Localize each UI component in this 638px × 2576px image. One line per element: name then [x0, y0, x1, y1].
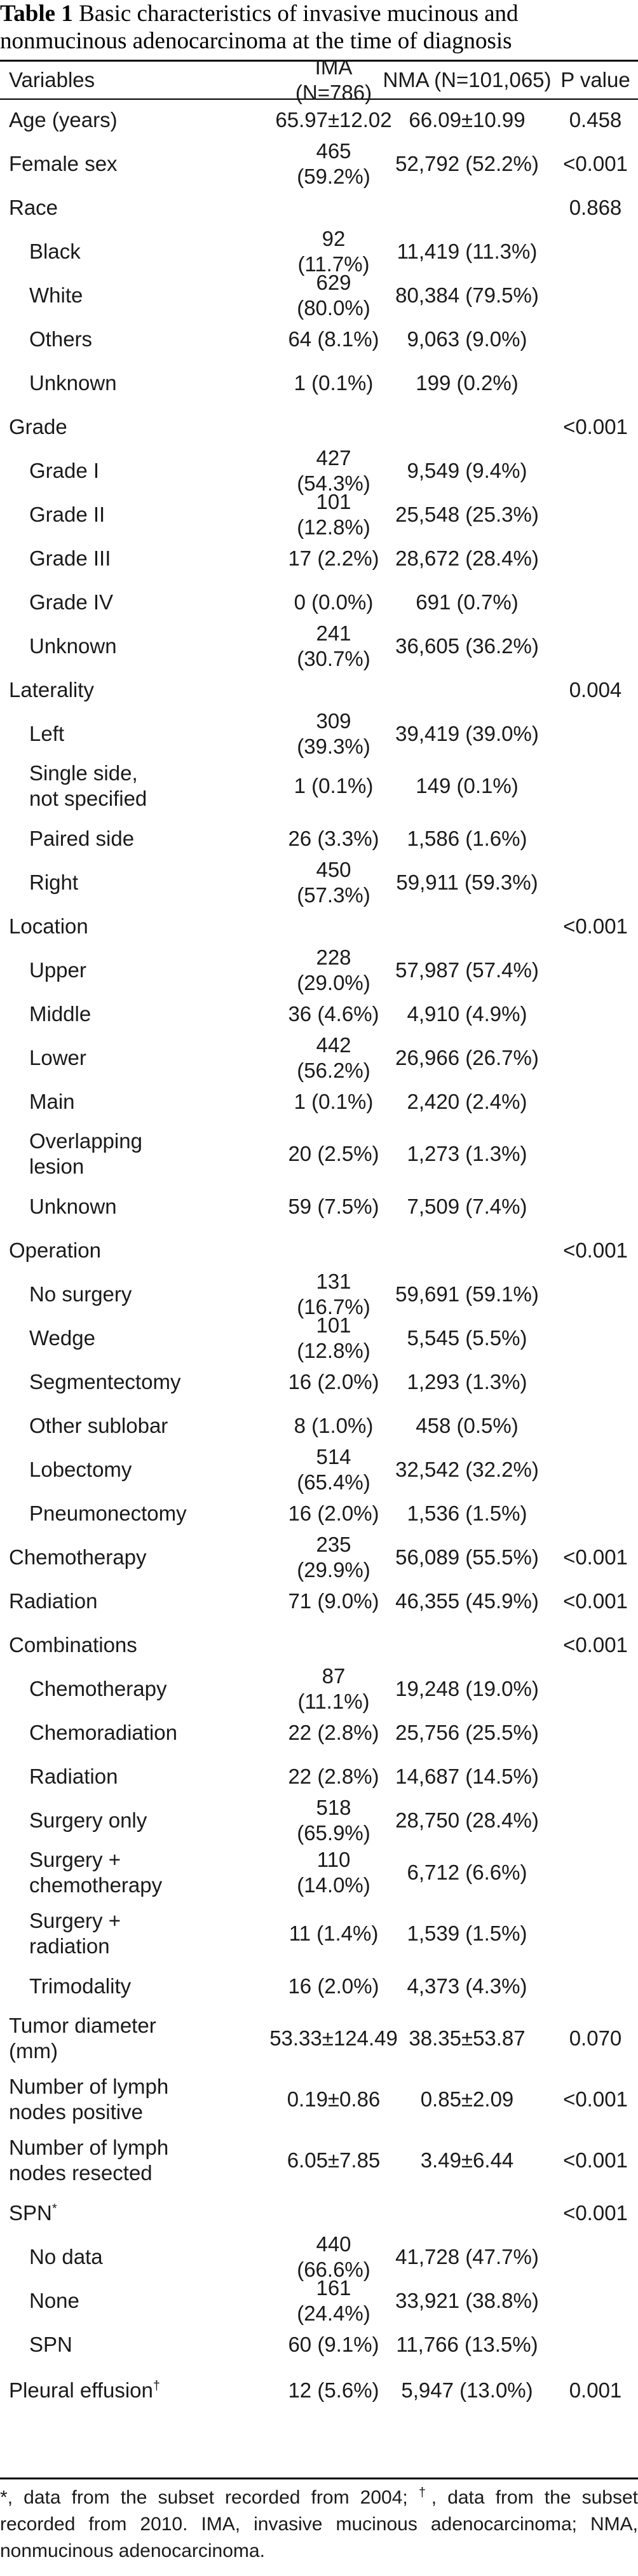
nma-value-cell: 41,728 (47.7%): [395, 2244, 539, 2268]
nma-value-cell: 11,419 (11.3%): [397, 239, 538, 263]
p-value-cell: [553, 1964, 638, 2008]
p-value-cell: [553, 536, 638, 580]
nma-value-cell: 4,910 (4.9%): [407, 1001, 527, 1026]
ima-value-cell: 22 (2.8%): [288, 1720, 379, 1744]
nma-value-cell: [381, 1623, 553, 1667]
ima-value-cell: 36 (4.6%): [288, 1001, 379, 1026]
table-row: [0, 139, 638, 188]
table-row: [0, 98, 638, 142]
nma-value-cell: 39,419 (39.0%): [395, 721, 539, 745]
ima-value-cell: 16 (2.0%): [288, 1501, 379, 1525]
nma-value-cell: 2,420 (2.4%): [407, 1089, 527, 1113]
p-value-cell: [553, 1491, 638, 1535]
nma-value-cell: [381, 405, 553, 449]
variable-cell: Grade IV: [29, 590, 114, 614]
variable-cell: Single side, not specified: [29, 761, 147, 810]
nma-value-cell: 1,293 (1.3%): [407, 1369, 527, 1393]
variable-cell: Wedge: [29, 1325, 95, 1350]
table-row: [0, 2322, 638, 2366]
nma-value-cell: [381, 668, 553, 712]
nma-value-cell: 25,548 (25.3%): [395, 502, 539, 526]
table-row: [0, 489, 638, 539]
p-value-cell: [553, 817, 638, 860]
variable-cell: Left: [29, 721, 65, 745]
variable-cell: Combinations: [9, 1632, 137, 1657]
p-value-cell: <0.001: [563, 1238, 628, 1262]
p-value-cell: <0.001: [563, 1632, 628, 1657]
variable-cell: White: [29, 283, 83, 307]
nma-value-cell: 1,273 (1.3%): [407, 1142, 527, 1165]
nma-value-cell: 80,384 (79.5%): [395, 283, 539, 307]
ima-value-cell: 514 (65.4%): [297, 1444, 370, 1494]
p-value-cell: 0.868: [569, 195, 622, 219]
p-value-cell: <0.001: [563, 2148, 628, 2172]
ima-value-cell: 59 (7.5%): [288, 1194, 379, 1218]
table-header-row: [0, 55, 638, 104]
variable-cell: Grade III: [29, 546, 111, 570]
variable-cell: No surgery: [29, 1282, 132, 1306]
table-row: [0, 1903, 638, 1964]
p-value-cell: <0.001: [563, 1545, 628, 1569]
ima-value-cell: 64 (8.1%): [288, 327, 379, 351]
ima-value-cell: 1 (0.1%): [294, 1089, 374, 1113]
p-value-cell: [553, 2279, 638, 2322]
p-value-cell: <0.001: [563, 1589, 628, 1613]
table-row: [0, 1532, 638, 1582]
nma-value-cell: 149 (0.1%): [416, 774, 519, 797]
ima-value-cell: 65.97±12.02: [275, 108, 392, 132]
variable-cell: Right: [29, 870, 79, 894]
ima-value-cell: [286, 2191, 381, 2235]
nma-value-cell: [381, 186, 553, 229]
ima-value-cell: 465 (59.2%): [297, 139, 370, 188]
nma-value-cell: 9,549 (9.4%): [407, 458, 527, 482]
table-row: [0, 186, 638, 229]
table-row: [0, 1623, 638, 1667]
p-value-cell: [553, 1754, 638, 1798]
p-value-cell: [553, 1080, 638, 1123]
nma-value-cell: 59,911 (59.3%): [396, 870, 538, 894]
variable-cell: Location: [9, 914, 88, 938]
p-value-cell: [553, 229, 638, 273]
ima-value-cell: 1 (0.1%): [294, 370, 374, 395]
ima-value-cell: 0.19±0.86: [287, 2087, 381, 2111]
variable-cell: Overlapping lesion: [29, 1129, 142, 1178]
variable-cell: Others: [29, 327, 93, 351]
p-value-cell: [553, 712, 638, 756]
ima-value-cell: 8 (1.0%): [294, 1413, 374, 1437]
table-row: [0, 2069, 638, 2130]
ima-value-cell: 131 (16.7%): [297, 1269, 370, 1319]
p-value-cell: [553, 580, 638, 624]
variable-cell: Lower: [29, 1045, 86, 1069]
ima-value-cell: 20 (2.5%): [288, 1142, 379, 1165]
nma-value-cell: 32,542 (32.2%): [395, 1457, 539, 1481]
p-value-cell: <0.001: [563, 151, 628, 175]
variable-cell: Number of lymph nodes resected: [9, 2136, 169, 2185]
ima-value-cell: [286, 668, 381, 712]
table-row: [0, 1842, 638, 1903]
variable-cell: Segmentectomy: [29, 1369, 181, 1393]
header-variables: Variables: [9, 68, 95, 92]
variable-cell: Unknown: [29, 1194, 117, 1218]
table-label: Table 1: [0, 1, 73, 27]
p-value-cell: <0.001: [563, 2200, 628, 2225]
variable-cell: Main: [29, 1089, 75, 1113]
table-row: [0, 1313, 638, 1362]
p-value-cell: [553, 1447, 638, 1491]
p-value-cell: [553, 1903, 638, 1964]
table-row: [0, 445, 638, 495]
ima-value-cell: 101 (12.8%): [297, 1313, 370, 1362]
table-row: [0, 1123, 638, 1184]
ima-value-cell: [286, 186, 381, 229]
table-caption: [0, 0, 638, 55]
ima-value-cell: 235 (29.9%): [297, 1532, 370, 1582]
p-value-cell: [553, 756, 638, 817]
ima-value-cell: 60 (9.1%): [288, 2332, 379, 2356]
p-value-cell: [553, 948, 638, 992]
ima-value-cell: 101 (12.8%): [297, 489, 370, 539]
p-value-cell: [553, 1798, 638, 1842]
variable-cell: Surgery + radiation: [29, 1909, 121, 1958]
p-value-cell: [553, 492, 638, 536]
nma-value-cell: 33,921 (38.8%): [395, 2288, 539, 2312]
table-row: [0, 857, 638, 907]
nma-value-cell: 66.09±10.99: [409, 108, 526, 132]
table-row: [0, 1080, 638, 1123]
p-value-cell: [553, 1123, 638, 1184]
ima-value-cell: 0 (0.0%): [294, 590, 374, 614]
ima-value-cell: 161 (24.4%): [297, 2275, 370, 2325]
variable-cell: Chemoradiation: [29, 1720, 177, 1744]
nma-value-cell: [381, 904, 553, 948]
nma-value-cell: 6,712 (6.6%): [407, 1861, 527, 1884]
table-row: [0, 1795, 638, 1845]
ima-value-cell: [286, 1228, 381, 1272]
table-row: [0, 2130, 638, 2191]
nma-value-cell: [381, 1228, 553, 1272]
nma-value-cell: 0.85±2.09: [420, 2087, 514, 2111]
table-row: [0, 1033, 638, 1082]
table-row: [0, 708, 638, 758]
ima-value-cell: 26 (3.3%): [288, 826, 379, 850]
ima-value-cell: [286, 904, 381, 948]
ima-value-cell: 440 (66.6%): [297, 2232, 370, 2281]
table-row: [0, 1711, 638, 1754]
variable-cell: Radiation: [9, 1589, 98, 1613]
variable-cell: Age (years): [9, 108, 118, 132]
variable-cell: SPN*: [9, 2200, 57, 2225]
ima-value-cell: 11 (1.4%): [288, 1922, 379, 1945]
table-row: [0, 1444, 638, 1494]
ima-value-cell: 22 (2.8%): [288, 1764, 379, 1788]
nma-value-cell: 5,947 (13.0%): [401, 2378, 533, 2402]
variable-cell: Tumor diameter (mm): [9, 2014, 156, 2063]
variable-cell: Surgery + chemotherapy: [29, 1848, 163, 1897]
ima-value-cell: 450 (57.3%): [297, 857, 370, 907]
p-value-cell: [553, 2235, 638, 2279]
p-value-cell: [553, 860, 638, 904]
variable-cell: Upper: [29, 958, 86, 982]
nma-value-cell: 59,691 (59.1%): [395, 1282, 539, 1306]
ima-value-cell: 241 (30.7%): [297, 621, 370, 670]
characteristics-table: [0, 55, 638, 2479]
p-value-cell: [553, 317, 638, 361]
table-row: [0, 1184, 638, 1228]
nma-value-cell: 25,756 (25.5%): [395, 1720, 539, 1744]
ima-value-cell: 17 (2.2%): [288, 546, 379, 570]
table-row: [0, 1664, 638, 1713]
ima-value-cell: 228 (29.0%): [297, 945, 370, 994]
nma-value-cell: 7,509 (7.4%): [407, 1194, 527, 1218]
table-row: [0, 2191, 638, 2235]
nma-value-cell: 14,687 (14.5%): [395, 1764, 539, 1788]
ima-value-cell: 12 (5.6%): [288, 2378, 379, 2402]
nma-value-cell: 458 (0.5%): [416, 1413, 519, 1437]
ima-value-cell: 518 (65.9%): [297, 1795, 370, 1845]
table-row: [0, 1360, 638, 1404]
header-ima: IMA (N=786): [295, 55, 372, 104]
p-value-cell: 0.004: [569, 677, 622, 702]
p-value-cell: [553, 361, 638, 405]
p-value-cell: [553, 1272, 638, 1316]
table-row: [0, 270, 638, 320]
table-row: [0, 1579, 638, 1623]
table-row: [0, 1404, 638, 1447]
nma-value-cell: 36,605 (36.2%): [395, 634, 539, 658]
variable-cell: No data: [29, 2244, 103, 2268]
table-row: [0, 2232, 638, 2281]
ima-value-cell: 6.05±7.85: [287, 2148, 381, 2172]
ima-value-cell: 53.33±124.49: [269, 2026, 398, 2050]
p-value-cell: 0.458: [569, 108, 622, 132]
variable-cell: Middle: [29, 1001, 92, 1026]
table-row: [0, 668, 638, 712]
p-value-cell: 0.070: [569, 2026, 622, 2050]
p-value-cell: [553, 449, 638, 492]
p-value-cell: [553, 1842, 638, 1903]
table-row: [0, 621, 638, 670]
variable-cell: Pleural effusion†: [9, 2378, 160, 2402]
p-value-cell: [553, 1316, 638, 1360]
variable-cell: Chemotherapy: [29, 1676, 167, 1700]
table-row: [0, 945, 638, 994]
variable-cell: Paired side: [29, 826, 135, 850]
header-nma: NMA (N=101,065): [383, 68, 552, 92]
header-p-value: P value: [560, 68, 630, 92]
table-row: [0, 1228, 638, 1272]
nma-value-cell: 52,792 (52.2%): [395, 151, 539, 175]
nma-value-cell: 28,750 (28.4%): [395, 1808, 539, 1832]
nma-value-cell: 19,248 (19.0%): [395, 1676, 539, 1700]
table-row: [0, 580, 638, 624]
p-value-cell: <0.001: [563, 2087, 628, 2111]
ima-value-cell: 1 (0.1%): [294, 774, 374, 797]
ima-value-cell: 629 (80.0%): [297, 270, 370, 320]
p-value-cell: [553, 1667, 638, 1711]
nma-value-cell: 199 (0.2%): [416, 370, 519, 395]
p-value-cell: [553, 273, 638, 317]
p-value-cell: [553, 1184, 638, 1228]
table-row: [0, 2366, 638, 2414]
variable-cell: Number of lymph nodes positive: [9, 2075, 169, 2124]
variable-cell: Pneumonectomy: [29, 1501, 187, 1525]
table-row: [0, 405, 638, 449]
ima-value-cell: 427 (54.3%): [297, 445, 370, 495]
nma-value-cell: 38.35±53.87: [409, 2026, 526, 2050]
ima-value-cell: 71 (9.0%): [288, 1589, 379, 1613]
table-row: [0, 817, 638, 860]
p-value-cell: [553, 1404, 638, 1447]
variable-cell: Chemotherapy: [9, 1545, 147, 1569]
variable-cell: Unknown: [29, 634, 117, 658]
nma-value-cell: 26,966 (26.7%): [395, 1045, 539, 1069]
table-row: [0, 2275, 638, 2325]
nma-value-cell: 1,536 (1.5%): [407, 1501, 527, 1525]
nma-value-cell: 691 (0.7%): [416, 590, 519, 614]
ima-value-cell: 92 (11.7%): [297, 226, 370, 276]
variable-cell: Laterality: [9, 677, 94, 702]
table-row: [0, 992, 638, 1036]
p-value-cell: [553, 2322, 638, 2366]
nma-value-cell: 3.49±6.44: [420, 2148, 514, 2172]
table-row: [0, 1964, 638, 2008]
nma-value-cell: 1,586 (1.6%): [407, 826, 527, 850]
variable-cell: Black: [29, 239, 81, 263]
p-value-cell: <0.001: [563, 414, 628, 438]
p-value-cell: [553, 1711, 638, 1754]
nma-value-cell: 28,672 (28.4%): [395, 546, 539, 570]
variable-cell: None: [29, 2288, 79, 2312]
nma-value-cell: 57,987 (57.4%): [395, 958, 539, 982]
nma-value-cell: 11,766 (13.5%): [396, 2332, 538, 2356]
table-row: [0, 361, 638, 405]
nma-value-cell: 5,545 (5.5%): [407, 1325, 527, 1350]
variable-cell: Race: [9, 195, 58, 219]
nma-value-cell: 56,089 (55.5%): [395, 1545, 539, 1569]
ima-value-cell: 309 (39.3%): [297, 708, 370, 758]
nma-value-cell: 9,063 (9.0%): [407, 327, 527, 351]
p-value-cell: [553, 1036, 638, 1080]
table-row: [0, 1269, 638, 1319]
table-row: [0, 317, 638, 361]
variable-cell: Operation: [9, 1238, 101, 1262]
ima-value-cell: 16 (2.0%): [288, 1974, 379, 1998]
p-value-cell: 0.001: [569, 2378, 622, 2402]
table-row: [0, 226, 638, 276]
nma-value-cell: [381, 2191, 553, 2235]
variable-cell: Unknown: [29, 370, 117, 395]
variable-cell: Other sublobar: [29, 1413, 168, 1437]
table-title: Basic characteristics of invasive mucinous and nonmucinous adenocarcinoma at the time of diagnosis: [0, 1, 519, 54]
table-row: [0, 536, 638, 580]
ima-value-cell: 87 (11.1%): [297, 1664, 370, 1713]
table-row: [0, 2008, 638, 2069]
variable-cell: SPN: [29, 2332, 72, 2356]
variable-cell: Radiation: [29, 1764, 118, 1788]
nma-value-cell: 4,373 (4.3%): [407, 1974, 527, 1998]
p-value-cell: [553, 1360, 638, 1404]
variable-cell: Female sex: [9, 151, 118, 175]
ima-value-cell: 110 (14.0%): [297, 1848, 370, 1897]
variable-cell: Grade: [9, 414, 67, 438]
p-value-cell: [553, 624, 638, 668]
p-value-cell: [553, 992, 638, 1036]
ima-value-cell: [286, 1623, 381, 1667]
table-row: [0, 904, 638, 948]
p-value-cell: <0.001: [563, 914, 628, 938]
variable-cell: Lobectomy: [29, 1457, 132, 1481]
ima-value-cell: [286, 405, 381, 449]
variable-cell: Grade I: [29, 458, 100, 482]
table-footnote: *, data from the subset recorded from 2004; †, data from the subset recorded from 2010. IMA, invasive mucinous adenocarcinoma; NMA, nonmucinous adenocarcinoma.: [0, 2486, 638, 2561]
variable-cell: Grade II: [29, 502, 105, 526]
table-row: [0, 1491, 638, 1535]
ima-value-cell: 442 (56.2%): [297, 1033, 370, 1082]
ima-value-cell: 16 (2.0%): [288, 1369, 379, 1393]
table-row: [0, 756, 638, 817]
variable-cell: Trimodality: [29, 1974, 132, 1998]
nma-value-cell: 46,355 (45.9%): [395, 1589, 539, 1613]
nma-value-cell: 1,539 (1.5%): [407, 1922, 527, 1945]
variable-cell: Surgery only: [29, 1808, 147, 1832]
table-row: [0, 1754, 638, 1798]
